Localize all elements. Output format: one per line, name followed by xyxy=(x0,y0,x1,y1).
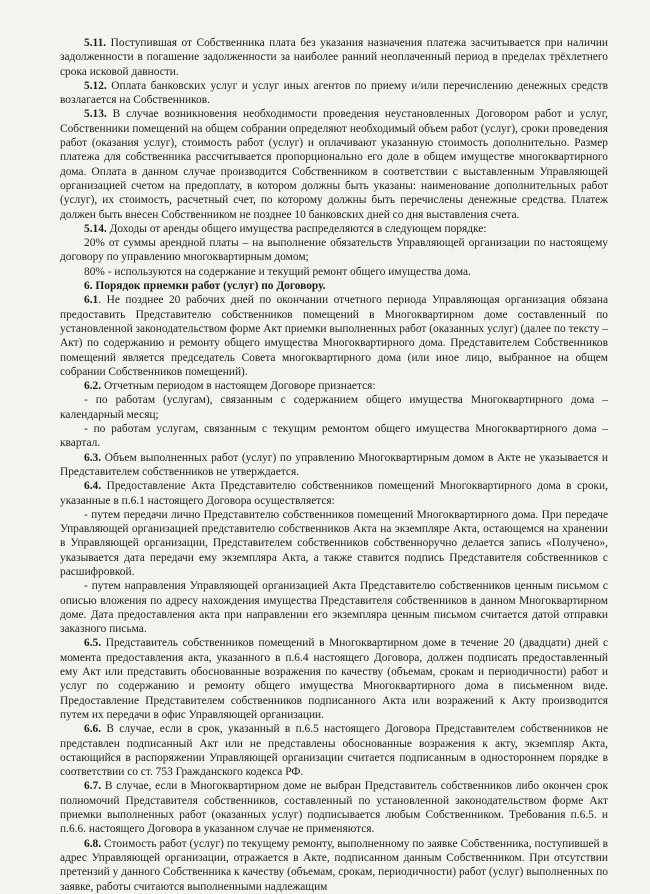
clause-number: 5.11. xyxy=(84,37,107,49)
clause-6-5 xyxy=(60,636,608,722)
clause-text: Представитель собственников помещений в Многоквартирном доме в течение 20 (двадцати) дней с момента предоставления акта, указанного в п.6.4 настоящего Договора, должен подписать предоставленный ему Акт или представить обоснованные возражения по качеству (объемам, срокам и периодичности) работ и услуг по содержанию и ремонту общего имущества Многоквартирного дома в письменном виде. Предоставление Представителем собственников подписанного Акта или возражений к Акту производится путем их передачи в офис Управляющей организации. xyxy=(60,637,608,721)
clause-5-12 xyxy=(60,79,608,108)
clause-text: . Не позднее 20 рабочих дней по окончании отчетного периода Управляющая организация обязана предоставить Представителю собственников помещений в Многоквартирном доме составленный по установленной законодательством форме Акт приемки выполненных работ (оказанных услуг) (далее по тексту – Акт) по содержанию и ремонту общего имущества Многоквартирного дома. Представителем Собственников помещений является председатель Совета многоквартирного дома (или иное лицо, выбранное на общем собрании Собственников помещений). xyxy=(60,294,608,378)
clause-text: В случае возникновения необходимости проведения неустановленных Договором работ и услуг, Собственники помещений на общем собрании определяют необходимый объем работ (услуг), сроки проведения работ (оказания услуг), стоимость работ (услуг) и оплачивают указанную стоимость дополнительно. Размер платежа для собственника рассчитывается пропорционально его доле в общем имуществе многоквартирного дома. Оплата в данном случае производится Собственником в соответствии с выставленным Управляющей организацией счетом на предоплату, в котором должны быть указаны: наименование дополнительных работ (услуг), их стоимость, расчетный счет, по которому должны быть перечислены денежные средства. Платеж должен быть внесен Собственником не позднее 10 банковских дней со дня выставления счета. xyxy=(60,108,608,221)
section-6-heading: 6. Порядок приемки работ (услуг) по Договору. xyxy=(84,280,326,293)
clause-6-7 xyxy=(60,779,608,836)
clause-6-4-item-1 xyxy=(60,508,608,579)
clause-text: Отчетным периодом в настоящем Договоре признается: xyxy=(101,380,376,393)
clause-6-6 xyxy=(60,722,608,779)
clause-text: - путем передачи лично Представителю собственников помещений Многоквартирного дома. При передаче Управляющей организацией представителю собственников Акта на экземпляре Акта, остающемся на хранении в Управляющей организации, Представителем собственников собственноручно делается запись «Получено», указывается дата передачи ему экземпляра Акта, а также ставится подпись Представителя собственников с расшифровкой. xyxy=(60,508,608,578)
clause-text: - путем направления Управляющей организацией Акта Представителю собственников ценным письмом с описью вложения по адресу нахождения имущества Представителя собственников в данном Многоквартирном доме. Дата предоставления акта при направлении его экземпляра ценным письмом считается датой отправки заказного письма. xyxy=(60,580,608,636)
clause-text: 80% - используются на содержание и текущий ремонт общего имущества дома. xyxy=(84,265,471,278)
clause-text: Предоставление Акта Представителю собственников помещений Многоквартирного дома в сроки, указанные в п.6.1 настоящего Договора осуществляется: xyxy=(60,480,608,507)
clause-text: - по работам (услугам), связанным с содержанием общего имущества Многоквартирного дома – календарный месяц; xyxy=(60,394,608,421)
clause-number: 6.5. xyxy=(84,637,102,650)
clause-number: 6.2. xyxy=(84,380,102,393)
clause-number: 6.3. xyxy=(84,451,102,464)
clause-text: В случае, если в срок, указанный в п.6.5 настоящего Договора Представителем собственников не представлен подписанный Акт или не представлены обоснованные возражения к акту, экземпляр Акта, остающийся в распоряжении Управляющей организации считается подписанным в одностороннем порядке в соответствии со ст. 753 Гражданского кодекса РФ. xyxy=(60,723,608,779)
clause-6-4 xyxy=(60,479,608,508)
clause-6-2-item-2 xyxy=(60,422,608,451)
clause-text: Поступившая от Собственника плата без указания назначения платежа засчитывается при наличии задолженности в погашение задолженности за наиболее ранний неоплаченный период в пределах трёхлетнего срока исковой давности. xyxy=(60,37,608,78)
clause-6-2-item-1 xyxy=(60,393,608,422)
clause-text: Доходы от аренды общего имущества распределяются в следующем порядке: xyxy=(106,222,487,235)
clause-number: 5.14. xyxy=(84,222,107,235)
clause-text: Стоимость работ (услуг) по текущему ремонту, выполненному по заявке Собственника, поступившей в адрес Управляющей организации, отражается в Акте, подписанном данным Собственником. При отсутствии претензий у данного Собственника к качеству (объемам, срокам, периодичности) работ (услуг) выполненных по заявке, работы считаются выполненными надлежащим xyxy=(60,837,608,893)
clause-text: 20% от суммы арендной платы – на выполнение обязательств Управляющей организации по настоящему договору по управлению многоквартирным домом; xyxy=(60,237,608,264)
clause-number: 5.12. xyxy=(84,79,107,92)
clause-text: Объем выполненных работ (услуг) по управлению Многоквартирным домом в Акте не указывается и Представителем собственников не утверждается. xyxy=(60,451,608,478)
clause-6-1 xyxy=(60,293,608,379)
clause-number: 6.7. xyxy=(84,780,102,793)
clause-5-14-item-2 xyxy=(60,265,608,279)
clause-5-14 xyxy=(60,222,608,236)
clause-number: 6.6. xyxy=(84,723,102,736)
clause-number: 6.4. xyxy=(84,480,102,493)
clause-6-2 xyxy=(60,379,608,393)
clause-6-8 xyxy=(60,837,608,894)
clause-6-3 xyxy=(60,451,608,480)
clause-text: В случае, если в Многоквартирном доме не выбран Представитель собственников либо окончен срок полномочий Представителя собственников, составленный по установленной законодательством форме Акт приемки выполненных работ (оказанных услуг) подписывается любым Собственником. Требования п.6.5. и п.6.6. настоящего Договора в указанном случае не применяются. xyxy=(60,780,608,836)
clause-number: 5.13. xyxy=(84,108,107,121)
clause-5-11 xyxy=(60,36,608,79)
clause-5-13 xyxy=(60,107,608,221)
clause-text: - по работам услугам, связанным с текущим ремонтом общего имущества Многоквартирного дома – квартал. xyxy=(60,423,608,450)
clause-number: 6.1 xyxy=(84,294,99,307)
clause-text: Оплата банковских услуг и услуг иных агентов по приему и/или перечислению денежных средств возлагается на Собственников. xyxy=(60,79,608,107)
clause-6-4-item-2 xyxy=(60,579,608,636)
clause-number: 6.8. xyxy=(84,837,102,850)
clause-5-14-item-1 xyxy=(60,236,608,265)
